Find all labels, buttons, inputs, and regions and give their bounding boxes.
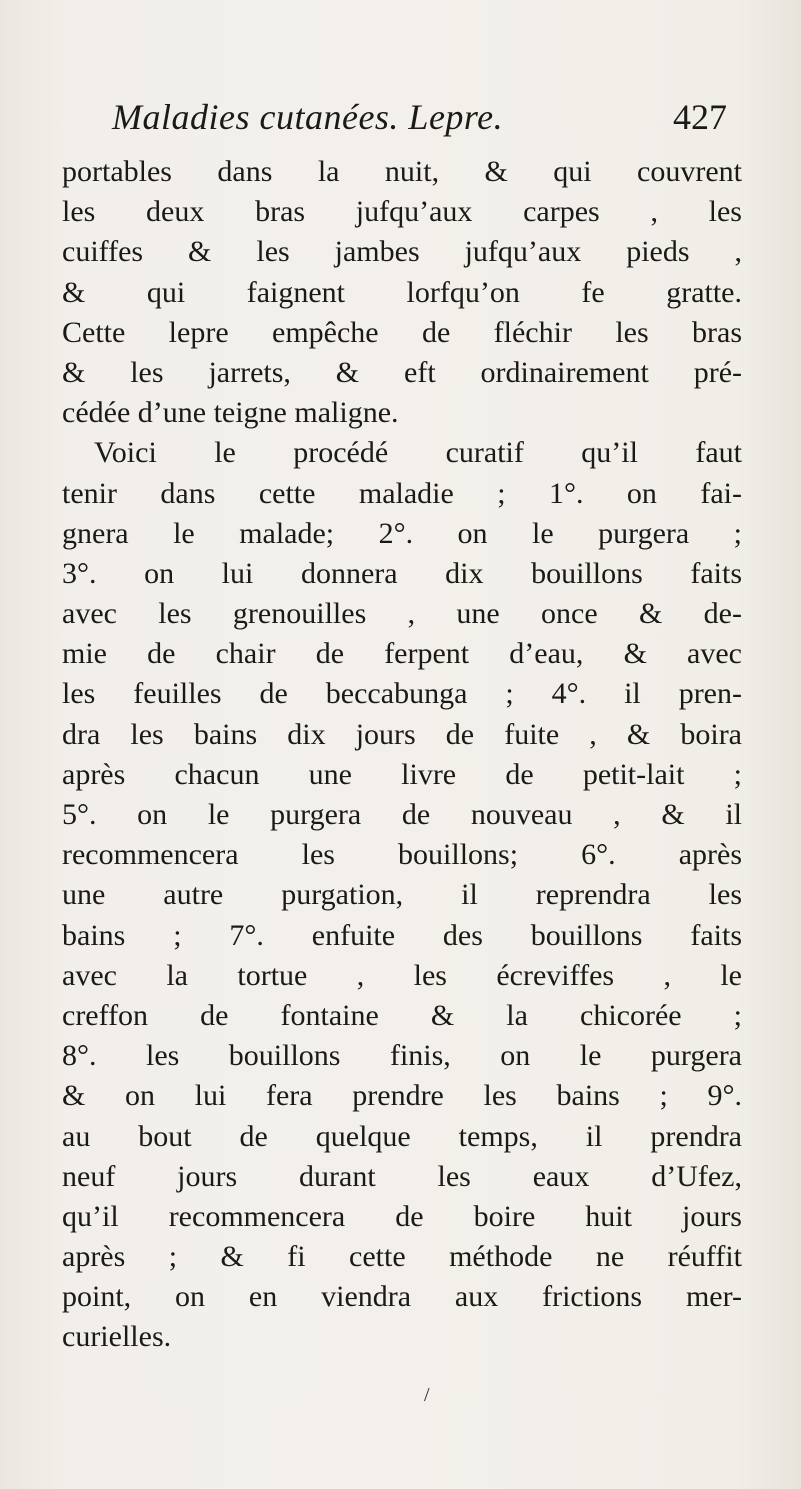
text-line: & les jarrets, & eft ordinairement pré- (62, 355, 742, 389)
page-number: 427 (673, 97, 727, 137)
text-line: mie de chair de ferpent d’eau, & avec (62, 637, 742, 671)
text-line: point, on en viendra aux frictions mer- (62, 1280, 742, 1314)
text-line: Voici le procédé curatif qu’il faut (94, 436, 742, 470)
text-line: gnera le malade; 2°. on le purgera ; (62, 516, 742, 550)
text-line: qu’il recommencera de boire huit jours (62, 1199, 742, 1233)
text-line: avec les grenouilles , une once & de- (62, 597, 742, 631)
text-line: 8°. les bouillons finis, on le purgera (62, 1039, 742, 1073)
text-line: après ; & fi cette méthode ne réuffit (62, 1240, 742, 1274)
running-title: Maladies cutanées. Lepre. (112, 97, 504, 137)
text-line: creffon de fontaine & la chicorée ; (62, 998, 742, 1032)
text-line: les deux bras jufqu’aux carpes , les (62, 195, 742, 229)
footer-mark: / (424, 1384, 430, 1406)
text-line: cuiffes & les jambes jufqu’aux pieds , (62, 235, 742, 269)
text-line: portables dans la nuit, & qui couvrent (62, 155, 742, 188)
text-line: recommencera les bouillons; 6°. après (62, 838, 742, 872)
text-line: une autre purgation, il reprendra les (62, 878, 742, 912)
text-line: & qui faignent lorfqu’on fe gratte. (62, 275, 742, 309)
text-line: & on lui fera prendre les bains ; 9°. (62, 1079, 742, 1113)
text-line: 3°. on lui donnera dix bouillons faits (62, 556, 742, 590)
text-line: cédée d’une teigne maligne. (62, 396, 399, 430)
text-line: dra les bains dix jours de fuite , & boira (62, 717, 742, 751)
text-line: au bout de quelque temps, il prendra (62, 1119, 742, 1153)
text-line: les feuilles de beccabunga ; 4°. il pren- (62, 677, 742, 711)
body-text (62, 152, 742, 1358)
text-line: après chacun une livre de petit-lait ; (62, 757, 742, 791)
text-line: neuf jours durant les eaux d’Ufez, (62, 1159, 742, 1193)
page-header (112, 96, 727, 156)
text-line: tenir dans cette maladie ; 1°. on fai- (62, 476, 742, 510)
text-line: curielles. (62, 1320, 172, 1354)
text-line: bains ; 7°. enfuite des bouillons faits (62, 918, 742, 952)
text-line: 5°. on le purgera de nouveau , & il (62, 798, 742, 831)
text-line: Cette lepre empêche de fléchir les bras (62, 315, 742, 349)
text-line: avec la tortue , les écreviffes , le (62, 958, 742, 992)
